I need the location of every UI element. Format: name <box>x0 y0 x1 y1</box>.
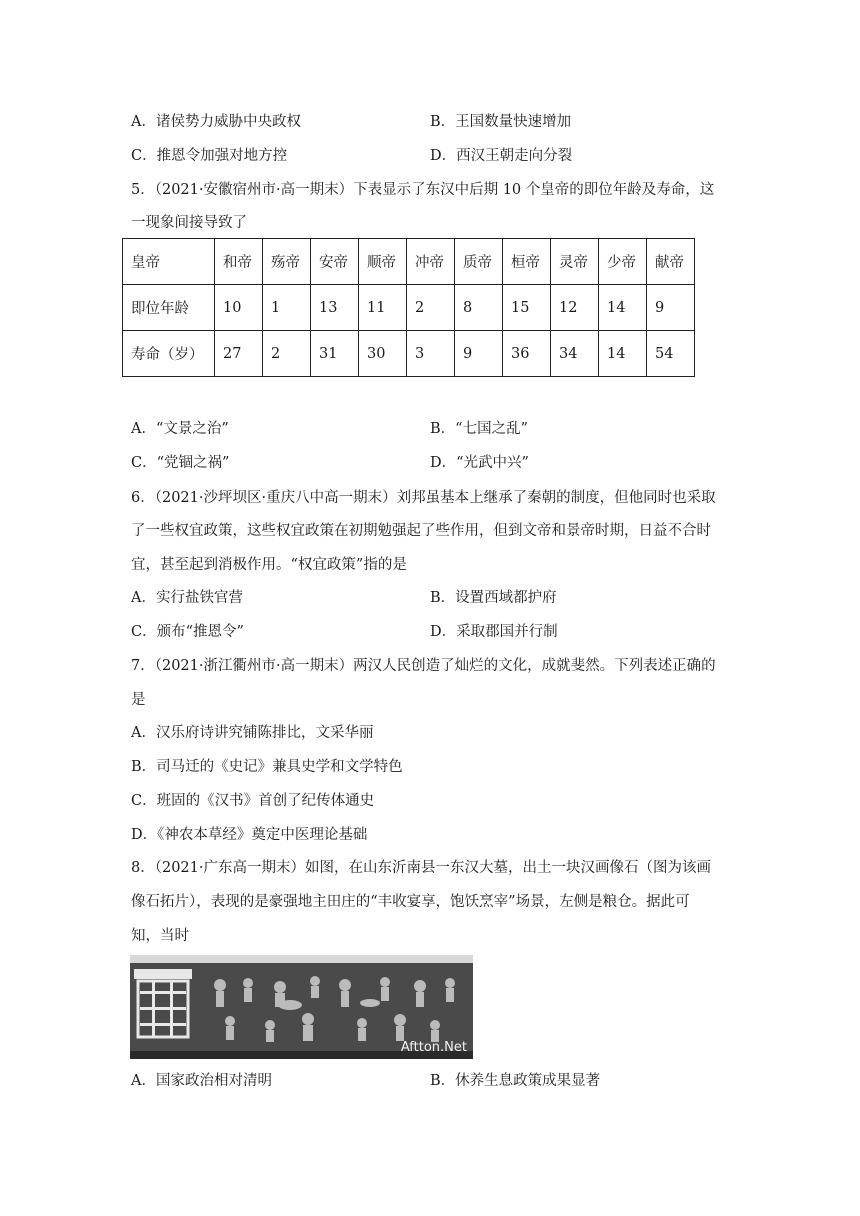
q4-option-c: C．推恩令加强对地方控 <box>131 148 288 164</box>
table-cell: 质帝 <box>455 239 503 285</box>
q6-option-b: B．设置西域都护府 <box>430 590 557 606</box>
table-cell: 15 <box>503 285 551 331</box>
table-cell: 和帝 <box>215 239 263 285</box>
table-cell: 2 <box>263 331 311 377</box>
table-row-header: 寿命（岁） <box>123 331 215 377</box>
q7-option-c: C．班固的《汉书》首创了纪传体通史 <box>131 793 375 809</box>
table-cell: 34 <box>551 331 599 377</box>
q7-option-d: D．《神农本草经》奠定中医理论基础 <box>131 827 368 843</box>
q8-stem-line2: 像石拓片），表现的是豪强地主田庄的“丰收宴享，饱饫烹宰”场景，左侧是粮仓。据此可 <box>131 894 690 910</box>
table-cell: 31 <box>311 331 359 377</box>
han-stone-rubbing-image <box>130 955 473 1059</box>
table-cell: 灵帝 <box>551 239 599 285</box>
table-cell: 12 <box>551 285 599 331</box>
q4-option-a: A．诸侯势力威胁中央政权 <box>131 114 301 130</box>
table-row-lifespan <box>123 331 695 377</box>
table-row-accession-age <box>123 285 695 331</box>
watermark-text: Aftton.Net <box>400 1040 467 1055</box>
q6-stem-line3: 宜，甚至起到消极作用。“权宜政策”指的是 <box>131 557 407 573</box>
q5-stem-line2: 一现象间接导致了 <box>131 215 247 231</box>
table-row-header: 皇帝 <box>123 239 215 285</box>
q8-stem-line3: 知，当时 <box>131 928 189 944</box>
q4-option-d: D．西汉王朝走向分裂 <box>430 148 573 164</box>
table-cell: 30 <box>359 331 407 377</box>
q7-stem-line1: 7．（2021·浙江衢州市·高一期末）两汉人民创造了灿烂的文化，成就斐然。下列表述正确的 <box>131 658 716 674</box>
table-cell: 14 <box>599 285 647 331</box>
q7-option-a: A．汉乐府诗讲究铺陈排比，文采华丽 <box>131 725 374 741</box>
table-cell: 13 <box>311 285 359 331</box>
q8-option-b: B．休养生息政策成果显著 <box>430 1073 601 1089</box>
q5-option-d: D．“光武中兴” <box>430 455 529 471</box>
table-cell: 36 <box>503 331 551 377</box>
table-cell: 14 <box>599 331 647 377</box>
table-cell: 11 <box>359 285 407 331</box>
table-cell: 3 <box>407 331 455 377</box>
table-cell: 殇帝 <box>263 239 311 285</box>
q6-option-c: C．颁布“推恩令” <box>131 624 244 640</box>
table-cell: 桓帝 <box>503 239 551 285</box>
table-cell: 1 <box>263 285 311 331</box>
q6-option-d: D．采取郡国并行制 <box>430 624 558 640</box>
table-cell: 献帝 <box>647 239 695 285</box>
table-cell: 27 <box>215 331 263 377</box>
table-cell: 少帝 <box>599 239 647 285</box>
table-cell: 安帝 <box>311 239 359 285</box>
q5-option-c: C．“党锢之祸” <box>131 455 230 471</box>
table-cell: 2 <box>407 285 455 331</box>
q5-stem-line1: 5．（2021·安徽宿州市·高一期末）下表显示了东汉中后期 10 个皇帝的即位年龄及寿命，这 <box>131 182 715 198</box>
table-cell: 9 <box>455 331 503 377</box>
q6-stem-line2: 了一些权宜政策，这些权宜政策在初期勉强起了些作用，但到文帝和景帝时期，日益不合时 <box>131 523 711 539</box>
table-row-header: 即位年龄 <box>123 285 215 331</box>
q5-option-b: B．“七国之乱” <box>430 421 528 437</box>
table-cell: 顺帝 <box>359 239 407 285</box>
q4-option-b: B．王国数量快速增加 <box>430 114 572 130</box>
q8-stem-line1: 8．（2021·广东高一期末）如图，在山东沂南县一东汉大墓，出土一块汉画像石（图为该画 <box>131 860 711 876</box>
q7-stem-line2: 是 <box>131 692 146 708</box>
q6-stem-line1: 6．（2021·沙坪坝区·重庆八中高一期末）刘邦虽基本上继承了秦朝的制度，但他同时也采取 <box>131 490 716 506</box>
table-cell: 冲帝 <box>407 239 455 285</box>
table-cell: 9 <box>647 285 695 331</box>
emperor-table <box>122 238 695 377</box>
table-row-emperors <box>123 239 695 285</box>
q7-option-b: B．司马迁的《史记》兼具史学和文学特色 <box>131 759 403 775</box>
table-cell: 10 <box>215 285 263 331</box>
q8-option-a: A．国家政治相对清明 <box>131 1073 272 1089</box>
q6-option-a: A．实行盐铁官营 <box>131 590 243 606</box>
table-cell: 8 <box>455 285 503 331</box>
q5-option-a: A．“文景之治” <box>131 421 229 437</box>
table-cell: 54 <box>647 331 695 377</box>
